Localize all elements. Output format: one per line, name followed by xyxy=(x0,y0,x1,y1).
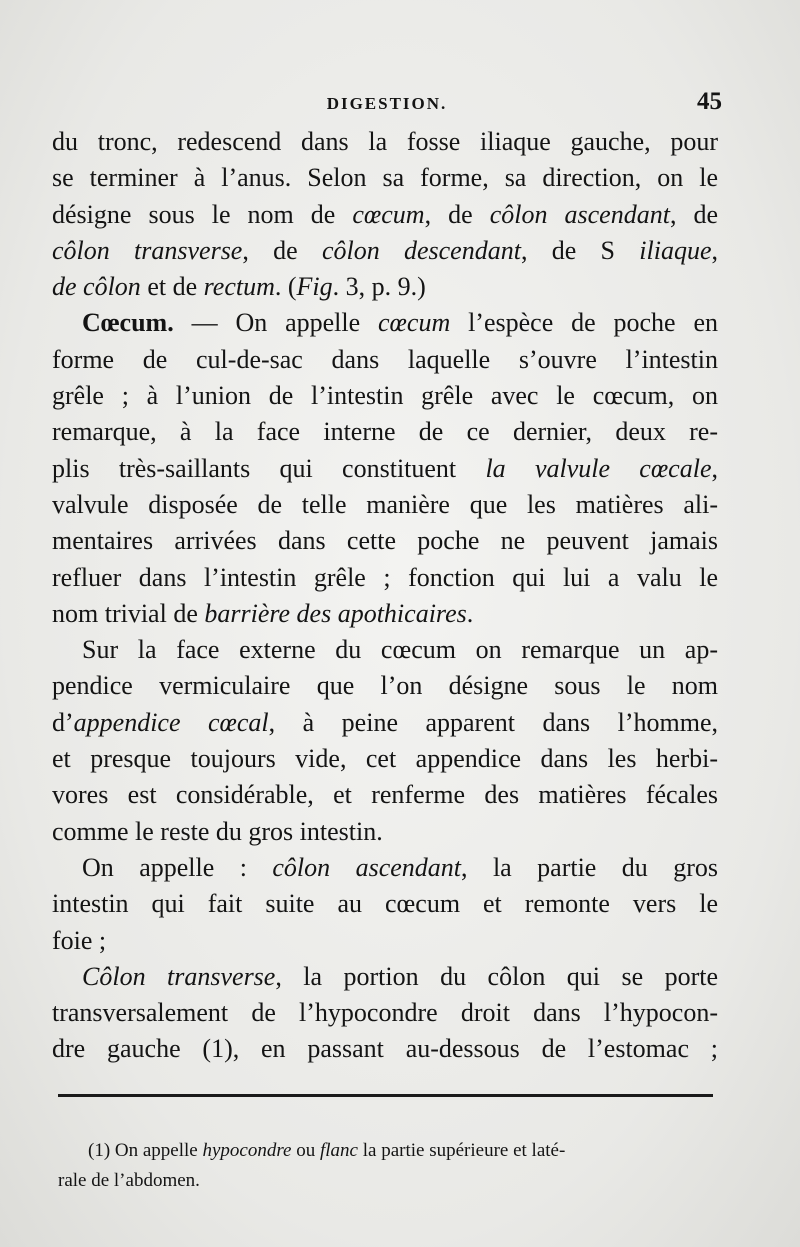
text-line xyxy=(52,995,718,1031)
italic-run: de côlon xyxy=(52,272,141,302)
italic-run: flanc xyxy=(319,1140,358,1161)
text-line xyxy=(52,342,718,378)
text-run: valvule disposée de telle manière que les matières ali- xyxy=(52,489,718,519)
text-line xyxy=(52,487,718,523)
italic-run: Côlon transverse xyxy=(82,961,276,991)
text-run: . ( xyxy=(274,272,297,302)
text-run: , de xyxy=(424,199,490,229)
text-run: et de xyxy=(140,272,204,302)
text-line xyxy=(52,886,718,922)
text-run: , la partie du gros xyxy=(461,852,718,882)
italic-run: côlon transverse xyxy=(52,235,243,265)
text-line xyxy=(52,197,718,233)
text-line xyxy=(52,850,718,886)
text-line xyxy=(52,523,718,559)
text-run: l’espèce de poche en xyxy=(450,308,718,338)
text-run: , xyxy=(711,235,718,265)
text-run: intestin qui fait suite au cœcum et remonte vers le xyxy=(52,889,718,919)
text-run: d’ xyxy=(52,707,74,737)
text-run: remarque, à la face interne de ce dernier, deux re- xyxy=(52,417,718,447)
footnote-line xyxy=(58,1166,713,1196)
text-line xyxy=(52,741,718,777)
text-line xyxy=(52,596,718,632)
text-run: du tronc, redescend dans la fosse iliaque gauche, pour xyxy=(52,127,718,156)
italic-run: iliaque xyxy=(639,235,712,265)
bold-run: Cœcum. xyxy=(82,308,174,338)
italic-run: Fig xyxy=(296,272,333,302)
text-run: mentaires arrivées dans cette poche ne peuvent jamais xyxy=(52,526,718,556)
text-run: la partie supérieure et laté- xyxy=(357,1140,566,1161)
text-line xyxy=(52,378,718,414)
text-run: , à peine apparent dans l’homme, xyxy=(268,707,718,737)
text-run: (1) On appelle xyxy=(88,1140,203,1161)
text-run: ou xyxy=(291,1140,320,1161)
italic-run: cœcum xyxy=(378,308,451,338)
text-run: On appelle : xyxy=(82,852,273,882)
text-line xyxy=(52,1031,718,1067)
text-line xyxy=(52,124,718,160)
text-run: se terminer à l’anus. Selon sa forme, sa direction, on le xyxy=(52,163,718,193)
italic-run: hypocondre xyxy=(202,1140,292,1161)
text-run: . 3, p. 9.) xyxy=(332,272,426,302)
italic-run: barrière des apothicaires xyxy=(204,598,467,628)
text-run: pendice vermiculaire que l’on désigne sous le nom xyxy=(52,671,718,701)
text-run: rale de l’abdomen. xyxy=(58,1170,200,1191)
text-line xyxy=(52,923,718,959)
text-run: , de S xyxy=(520,235,640,265)
italic-run: côlon ascendant xyxy=(489,199,670,229)
footnote-rule xyxy=(58,1094,713,1097)
text-line xyxy=(52,777,718,813)
footnote xyxy=(58,1136,713,1196)
text-line xyxy=(52,560,718,596)
text-run: Sur la face externe du cœcum on remarque un ap- xyxy=(82,635,718,665)
text-run: — On appelle xyxy=(173,308,379,338)
body-text xyxy=(52,124,718,1068)
text-line xyxy=(52,668,718,704)
text-run: , de xyxy=(669,199,719,229)
italic-run: la valvule cœcale xyxy=(485,453,712,483)
text-run: nom trivial de xyxy=(52,598,205,628)
page-number: 45 xyxy=(697,88,722,115)
footnote-line xyxy=(58,1136,713,1166)
text-run: et presque toujours vide, cet appendice dans les herbi- xyxy=(52,744,718,774)
text-run: forme de cul-de-sac dans laquelle s’ouvre l’intestin xyxy=(52,344,718,374)
text-run: transversalement de l’hypocondre droit dans l’hypocon- xyxy=(52,998,718,1028)
text-line xyxy=(52,451,718,487)
text-run: désigne sous le nom de xyxy=(52,199,353,229)
text-line xyxy=(52,269,718,305)
text-run: , xyxy=(711,453,718,483)
text-run: comme le reste du gros intestin. xyxy=(52,816,383,846)
italic-run: côlon ascendant xyxy=(272,852,462,882)
italic-run: appendice cœcal xyxy=(73,707,269,737)
text-line xyxy=(52,414,718,450)
text-line xyxy=(52,160,718,196)
italic-run: cœcum xyxy=(352,199,425,229)
text-line xyxy=(52,632,718,668)
text-run: grêle ; à l’union de l’intestin grêle avec le cœcum, on xyxy=(52,381,718,411)
italic-run: côlon descendant xyxy=(321,235,521,265)
text-run: refluer dans l’intestin grêle ; fonction qui lui a valu le xyxy=(52,562,718,592)
text-run: , la portion du côlon qui se porte xyxy=(275,961,718,991)
text-run: dre gauche (1), en passant au-dessous de l’estomac ; xyxy=(52,1034,718,1064)
text-line xyxy=(52,233,718,269)
text-run: . xyxy=(466,598,474,628)
running-head: DIGESTION. xyxy=(326,94,448,113)
page-header xyxy=(52,88,722,120)
text-line xyxy=(52,305,718,341)
text-line xyxy=(52,959,718,995)
text-run: plis très-saillants qui constituent xyxy=(52,453,486,483)
text-run: vores est considérable, et renferme des matières fécales xyxy=(52,780,718,810)
text-run: foie ; xyxy=(52,925,107,955)
text-run: , de xyxy=(242,235,322,265)
text-line xyxy=(52,705,718,741)
italic-run: rectum xyxy=(203,272,275,302)
text-line xyxy=(52,814,718,850)
